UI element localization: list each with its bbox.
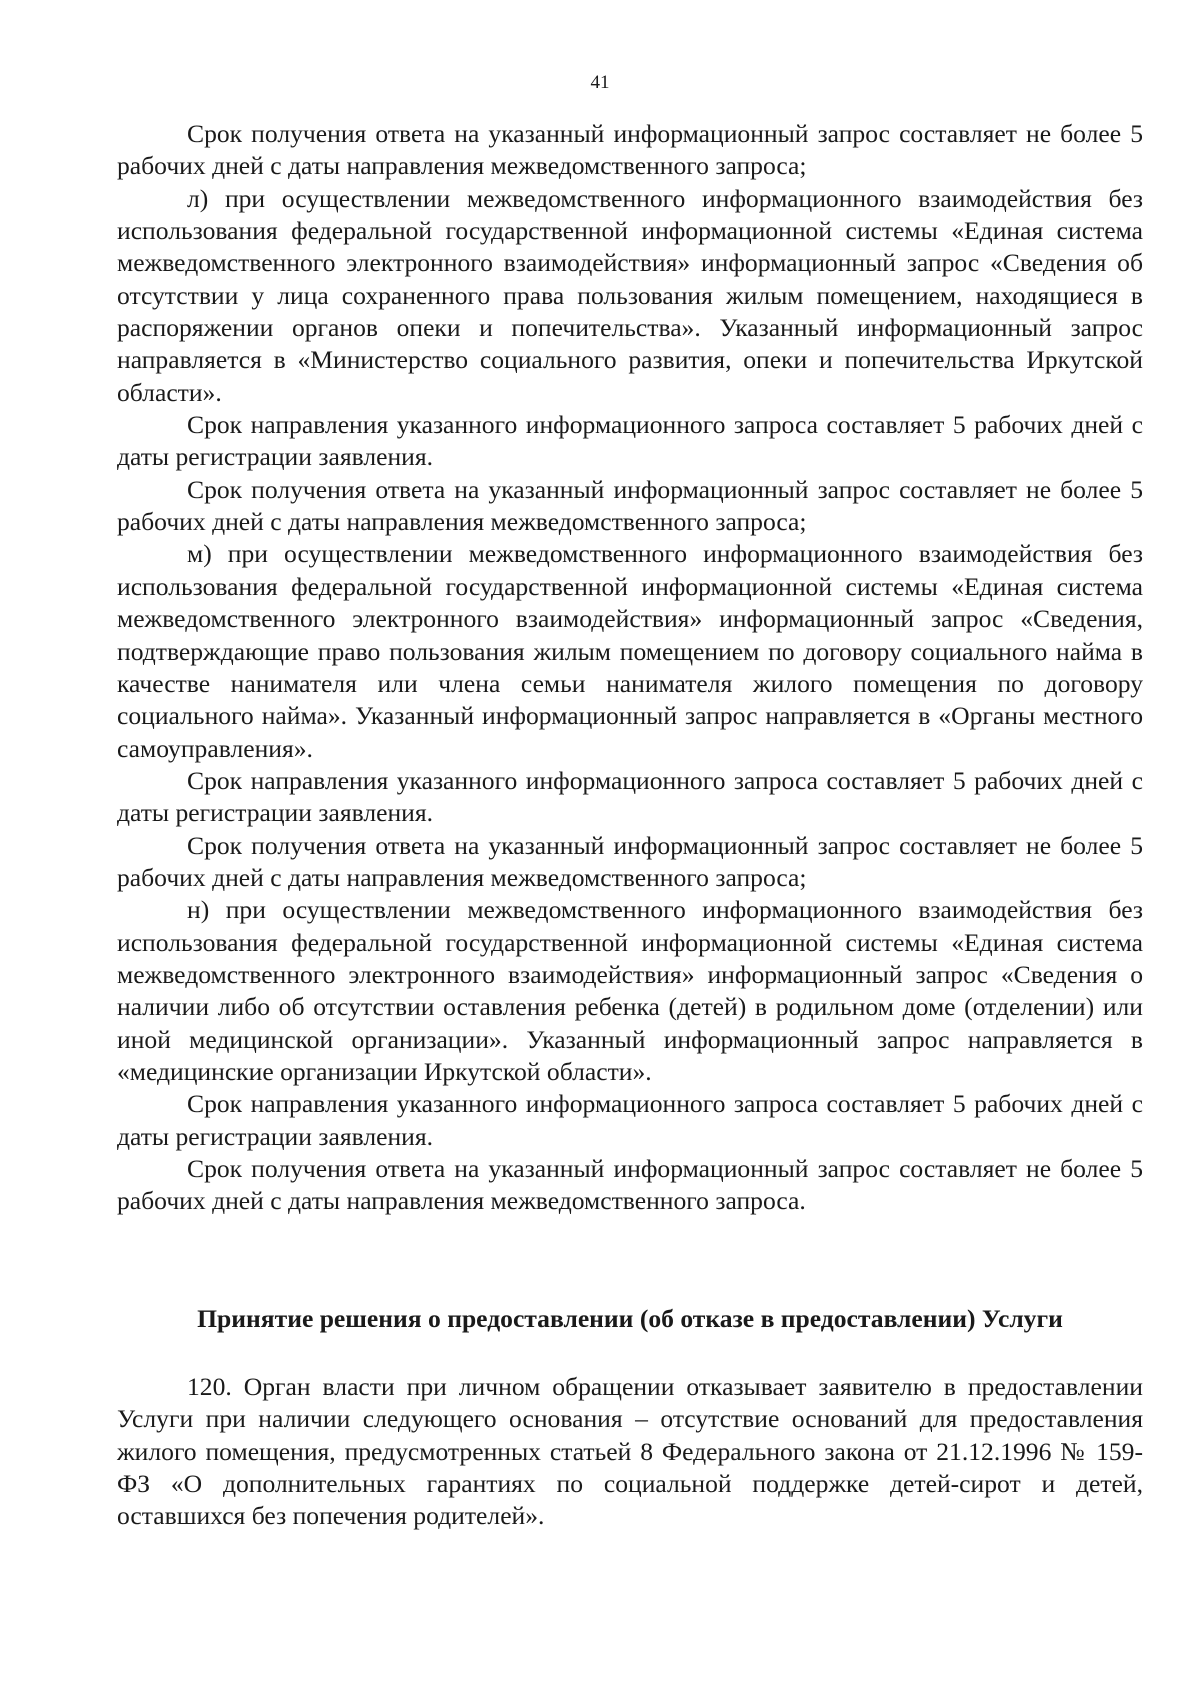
paragraph-item-l: л) при осуществлении межведомственного информационного взаимодействия без использования федеральной государственной информационной системы «Единая система межведомственного электронного взаимодействия» информационный запрос «Сведения об отсутствии у лица сохраненного права пользования жилым помещением, находящиеся в распоряжении органов опеки и попечительства». Указанный информационный запрос направляется в «Министерство социального развития, опеки и попечительства Иркутской области». <box>117 183 1143 407</box>
paragraph: Срок направления указанного информационного запроса составляет 5 рабочих дней с даты регистрации заявления. <box>117 765 1143 828</box>
section-body <box>117 1371 1143 1533</box>
paragraph: Срок направления указанного информационного запроса составляет 5 рабочих дней с даты регистрации заявления. <box>117 1089 1143 1151</box>
paragraph-120: 120. Орган власти при личном обращении отказывает заявителю в предоставлении Услуги при наличии следующего основания – отсутствие оснований для предоставления жилого помещения, предусмотренных статьей 8 Федерального закона от 21.12.1996 № 159-ФЗ «О дополнительных гарантиях по социальной поддержке детей-сирот и детей, оставшихся без попечения родителей». <box>117 1372 1143 1531</box>
section-heading: Принятие решения о предоставлении (об отказе в предоставлении) Услуги <box>197 1304 1063 1333</box>
page-number: 41 <box>590 72 610 93</box>
paragraph-item-m: м) при осуществлении межведомственного информационного взаимодействия без использования федеральной государственной информационной системы «Единая система межведомственного электронного взаимодействия» информационный запрос «Сведения, подтверждающие право пользования жилым помещением по договору социального найма в качестве нанимателя или члена семьи нанимателя жилого помещения по договору социального найма». Указанный информационный запрос направляется в «Органы местного самоуправления». <box>117 539 1143 763</box>
paragraph: Срок получения ответа на указанный информационный запрос составляет не более 5 рабочих дней с даты направления межведомственного запроса. <box>117 1154 1143 1216</box>
document-body <box>117 118 1143 1218</box>
paragraph: Срок получения ответа на указанный информационный запрос составляет не более 5 рабочих дней с даты направления межведомственного запроса; <box>117 119 1143 181</box>
paragraph: Срок получения ответа на указанный информационный запрос составляет не более 5 рабочих дней с даты направления межведомственного запроса; <box>117 830 1143 892</box>
paragraph-item-n: н) при осуществлении межведомственного информационного взаимодействия без использования федеральной государственной информационной системы «Единая система межведомственного электронного взаимодействия» информационный запрос «Сведения о наличии либо об отсутствии оставления ребенка (детей) в родильном доме (отделении) или иной медицинской организации». Указанный информационный запрос направляется в «медицинские организации Иркутской области». <box>117 895 1143 1086</box>
paragraph: Срок направления указанного информационного запроса составляет 5 рабочих дней с даты регистрации заявления. <box>117 410 1143 472</box>
paragraph: Срок получения ответа на указанный информационный запрос составляет не более 5 рабочих дней с даты направления межведомственного запроса; <box>117 474 1143 537</box>
